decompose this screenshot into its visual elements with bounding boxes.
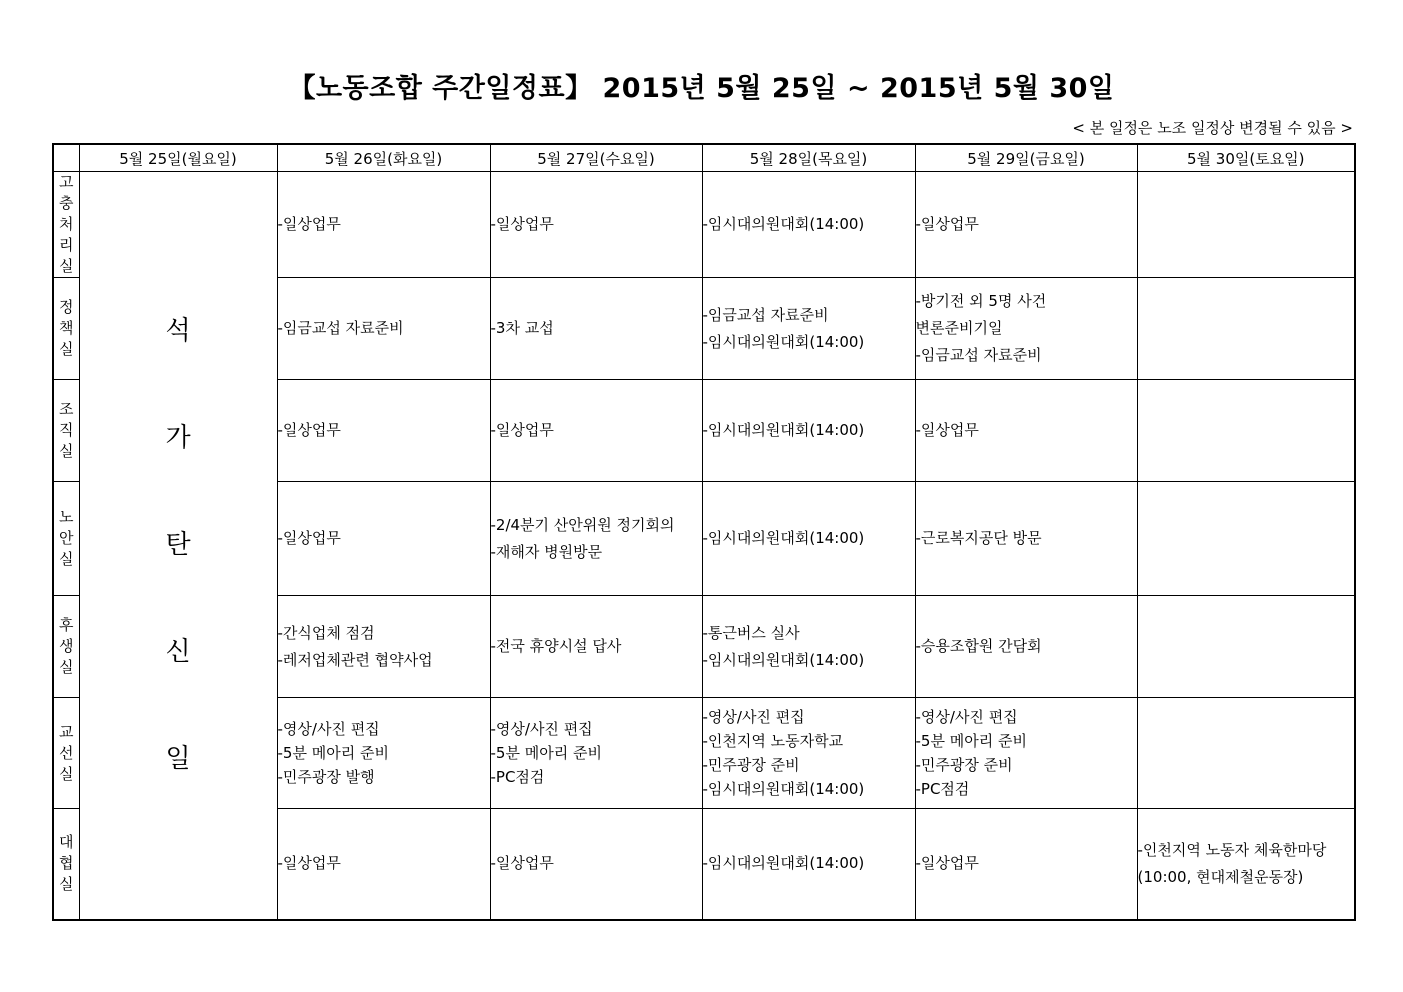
schedule-item: -일상업무 <box>277 421 341 439</box>
schedule-item: -2/4분기 산안위원 정기회의 <box>490 515 675 534</box>
schedule-item: -레저업체관련 협약사업 <box>277 650 433 669</box>
schedule-cell <box>277 482 490 596</box>
department-label: 고충처리실 <box>53 172 79 278</box>
schedule-row <box>53 172 1355 278</box>
schedule-item: -통근버스 실사 <box>702 623 800 642</box>
schedule-cell <box>702 172 915 278</box>
department-label: 대협실 <box>53 809 79 920</box>
schedule-cell <box>915 482 1137 596</box>
schedule-cell <box>915 596 1137 698</box>
schedule-item: -일상업무 <box>490 421 554 439</box>
department-label: 정책실 <box>53 278 79 380</box>
schedule-cell <box>277 809 490 920</box>
schedule-item: -5분 메아리 준비 <box>277 744 389 762</box>
holiday-char: 석 <box>165 315 191 346</box>
schedule-item: -일상업무 <box>915 215 979 233</box>
schedule-cell <box>702 698 915 809</box>
column-header: 5월 25일(월요일) <box>79 144 277 172</box>
schedule-cell <box>277 596 490 698</box>
schedule-item: -인천지역 노동자학교 <box>702 732 844 750</box>
schedule-item: -임시대의원대회(14:00) <box>702 780 865 798</box>
schedule-item: -일상업무 <box>277 529 341 547</box>
schedule-item: -일상업무 <box>915 421 979 439</box>
schedule-cell <box>702 380 915 482</box>
schedule-item: -방기전 외 5명 사건 <box>915 292 1047 310</box>
schedule-item: -일상업무 <box>277 854 341 873</box>
schedule-cell <box>1137 698 1355 809</box>
schedule-cell <box>277 698 490 809</box>
schedule-item: -민주광장 준비 <box>915 756 1013 774</box>
schedule-item: -영상/사진 편집 <box>277 720 380 738</box>
holiday-char: 일 <box>165 743 191 774</box>
corner-cell <box>53 144 79 172</box>
schedule-item: -민주광장 준비 <box>702 756 800 774</box>
weekly-schedule-table <box>52 143 1356 921</box>
schedule-cell <box>702 482 915 596</box>
schedule-cell <box>277 380 490 482</box>
schedule-item: -임시대의원대회(14:00) <box>702 332 865 351</box>
schedule-cell <box>490 596 702 698</box>
schedule-item: -PC점검 <box>915 780 970 798</box>
schedule-item: -근로복지공단 방문 <box>915 529 1042 547</box>
schedule-cell <box>490 172 702 278</box>
schedule-item: -일상업무 <box>490 215 554 233</box>
schedule-cell <box>915 380 1137 482</box>
department-label: 노안실 <box>53 482 79 596</box>
schedule-item: -영상/사진 편집 <box>490 720 593 738</box>
schedule-item: -전국 휴양시설 답사 <box>490 637 622 655</box>
department-label: 교선실 <box>53 698 79 809</box>
schedule-item: -영상/사진 편집 <box>702 708 805 726</box>
schedule-item: -민주광장 발행 <box>277 768 375 786</box>
schedule-cell <box>1137 172 1355 278</box>
schedule-item: -임시대의원대회(14:00) <box>702 529 865 547</box>
schedule-item: -5분 메아리 준비 <box>915 732 1027 750</box>
schedule-item: -일상업무 <box>277 215 341 233</box>
column-header: 5월 28일(목요일) <box>702 144 915 172</box>
schedule-cell <box>490 809 702 920</box>
schedule-cell <box>915 172 1137 278</box>
schedule-item: -임시대의원대회(14:00) <box>702 421 865 439</box>
department-label: 후생실 <box>53 596 79 698</box>
holiday-char: 신 <box>165 636 191 667</box>
schedule-cell <box>1137 596 1355 698</box>
holiday-cell <box>79 172 277 920</box>
column-header: 5월 30일(토요일) <box>1137 144 1355 172</box>
schedule-cell <box>915 698 1137 809</box>
column-header: 5월 29일(금요일) <box>915 144 1137 172</box>
schedule-cell <box>490 380 702 482</box>
schedule-cell <box>490 482 702 596</box>
schedule-cell <box>1137 380 1355 482</box>
schedule-item: -임시대의원대회(14:00) <box>702 854 865 873</box>
schedule-item: -영상/사진 편집 <box>915 708 1018 726</box>
schedule-cell <box>1137 278 1355 380</box>
schedule-cell <box>490 698 702 809</box>
schedule-item: -PC점검 <box>490 768 545 786</box>
schedule-item: -임금교섭 자료준비 <box>277 319 404 337</box>
schedule-item: -간식업체 점검 <box>277 623 375 642</box>
column-header: 5월 27일(수요일) <box>490 144 702 172</box>
schedule-item: -3차 교섭 <box>490 319 554 337</box>
holiday-char: 가 <box>165 422 191 453</box>
schedule-item: (10:00, 현대제철운동장) <box>1137 867 1304 886</box>
schedule-cell <box>1137 482 1355 596</box>
schedule-item: -일상업무 <box>915 854 979 873</box>
schedule-cell <box>702 596 915 698</box>
schedule-cell <box>490 278 702 380</box>
schedule-item: 변론준비기일 <box>915 319 1003 337</box>
schedule-item: -재해자 병원방문 <box>490 542 603 561</box>
schedule-cell <box>915 809 1137 920</box>
schedule-change-note: < 본 일정은 노조 일정상 변경될 수 있음 > <box>1072 119 1353 137</box>
schedule-item: -5분 메아리 준비 <box>490 744 602 762</box>
schedule-cell <box>702 809 915 920</box>
page-title: 【노동조합 주간일정표】 2015년 5월 25일 ~ 2015년 5월 30일 <box>288 73 1115 104</box>
schedule-cell <box>277 172 490 278</box>
schedule-cell <box>1137 809 1355 920</box>
schedule-item: -승용조합원 간담회 <box>915 637 1042 655</box>
department-label: 조직실 <box>53 380 79 482</box>
schedule-item: -임금교섭 자료준비 <box>915 346 1042 364</box>
schedule-item: -임시대의원대회(14:00) <box>702 650 865 669</box>
schedule-item: -임금교섭 자료준비 <box>702 305 829 324</box>
schedule-item: -인천지역 노동자 체육한마당 <box>1137 840 1327 859</box>
schedule-item: -일상업무 <box>490 854 554 873</box>
header-row <box>53 144 1355 172</box>
schedule-cell <box>915 278 1137 380</box>
column-header: 5월 26일(화요일) <box>277 144 490 172</box>
holiday-char: 탄 <box>165 529 191 560</box>
schedule-item: -임시대의원대회(14:00) <box>702 215 865 233</box>
schedule-cell <box>277 278 490 380</box>
schedule-cell <box>702 278 915 380</box>
